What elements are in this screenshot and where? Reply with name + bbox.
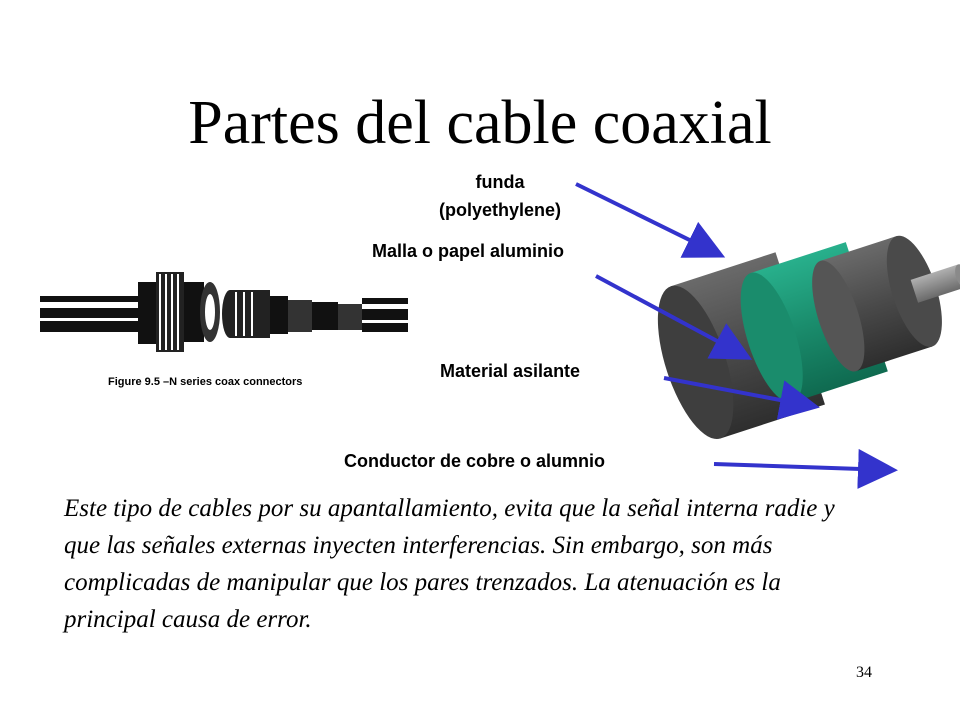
figure-caption: Figure 9.5 –N series coax connectors — [108, 376, 303, 388]
page-number: 34 — [856, 664, 872, 681]
label-malla: Malla o papel aluminio — [372, 241, 565, 261]
label-funda — [395, 168, 605, 224]
label-funda-line2: (polyethylene) — [438, 200, 562, 220]
label-conductor: Conductor de cobre o alumnio — [344, 451, 606, 471]
body-paragraph: Este tipo de cables por su apantallamiento, evita que la señal interna radie y que las señales externas inyecten interferencias. Sin embargo, son más complicadas de manipular que los pares trenzados. La atenuación es la principal causa de error. — [64, 495, 835, 633]
slide-title: Partes del cable coaxial — [188, 89, 772, 157]
label-material: Material asilante — [440, 361, 581, 381]
label-funda-line1: funda — [475, 172, 525, 192]
